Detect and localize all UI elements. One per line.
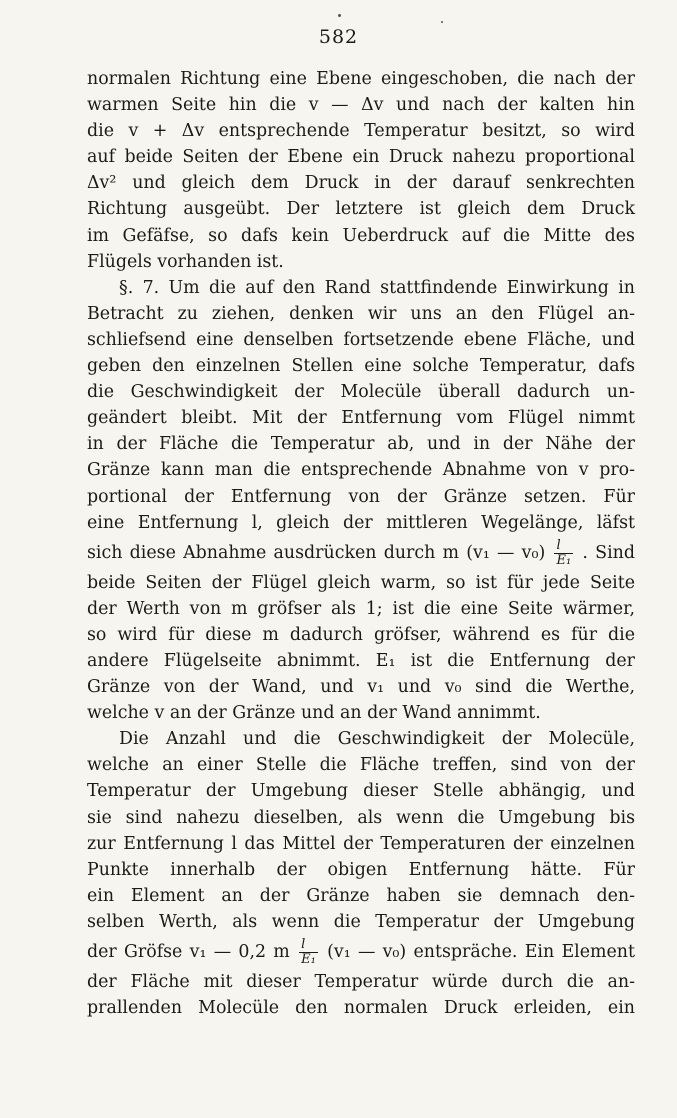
text-line: zur Entfernung l das Mittel der Temperaturen der einzelnen xyxy=(87,833,635,854)
text-line: eine Entfernung l, gleich der mittleren Wegelänge, läfst xyxy=(87,512,635,533)
fraction-numerator: l xyxy=(299,938,318,953)
text-line: in der Fläche die Temperatur ab, und in der Nähe der xyxy=(87,434,635,455)
text-line: im Gefäfse, so dafs kein Ueberdruck auf die Mitte des xyxy=(87,225,635,246)
fraction-denominator: E₁ xyxy=(556,552,572,568)
formula-text-after: (v₁ — v₀) entspräche. Ein Element xyxy=(327,942,635,962)
text-line: Punkte innerhalb der obigen Entfernung hätte. Für xyxy=(87,859,635,880)
text-line: der Fläche mit dieser Temperatur würde durch die an- xyxy=(87,972,635,992)
text-line: welche an einer Stelle die Fläche treffen, sind von der xyxy=(87,755,635,776)
text-line: Gränze von der Wand, und v₁ und v₀ sind die Werthe, xyxy=(87,677,635,698)
text-line: sie sind nahezu dieselben, als wenn die Umgebung bis xyxy=(87,807,635,828)
text-line: Flügels vorhanden ist. xyxy=(87,251,284,272)
text-line: schliefsend eine denselben fortsetzende ebene Fläche, und xyxy=(87,329,635,350)
text-line: geben den einzelnen Stellen eine solche Temperatur, dafs xyxy=(87,356,635,377)
formula-line xyxy=(87,536,635,570)
text-line: Richtung ausgeübt. Der letztere ist gleich dem Druck xyxy=(87,199,635,220)
text-line: prallenden Molecüle den normalen Druck erleiden, ein xyxy=(87,998,635,1019)
paragraph-start-line: Die Anzahl und die Geschwindigkeit der Molecüle, xyxy=(119,729,635,750)
print-speck xyxy=(441,21,443,23)
text-line: Gränze kann man die entsprechende Abnahme von v pro- xyxy=(87,460,635,481)
fraction xyxy=(554,539,573,568)
body-text xyxy=(87,66,635,1021)
text-line: welche v an der Gränze und an der Wand annimmt. xyxy=(87,703,541,724)
text-line: Temperatur der Umgebung dieser Stelle abhängig, und xyxy=(87,781,635,802)
formula-line xyxy=(87,935,635,969)
text-line: die v + Δv entsprechende Temperatur besitzt, so wird xyxy=(87,121,635,142)
text-line: geändert bleibt. Mit der Entfernung vom Flügel nimmt xyxy=(87,408,635,429)
page-number: 582 xyxy=(318,26,359,48)
text-line: ein Element an der Gränze haben sie demnach den- xyxy=(87,885,635,906)
fraction-numerator: l xyxy=(554,539,573,554)
paragraph-start-line: §. 7. Um die auf den Rand stattfindende Einwirkung in xyxy=(119,277,635,298)
print-speck xyxy=(338,14,341,17)
text-line: so wird für diese m dadurch gröfser, während es für die xyxy=(87,624,635,645)
text-line: selben Werth, als wenn die Temperatur der Umgebung xyxy=(87,911,635,932)
text-line: die Geschwindigkeit der Molecüle überall dadurch un- xyxy=(87,382,635,403)
formula-text-before: sich diese Abnahme ausdrücken durch m (v₁ — v₀) xyxy=(87,542,546,563)
text-line: der Werth von m gröfser als 1; ist die eine Seite wärmer, xyxy=(87,598,635,619)
text-line: warmen Seite hin die v — Δv und nach der kalten hin xyxy=(87,95,635,116)
formula-text-after: . Sind xyxy=(582,542,635,563)
fraction xyxy=(299,938,318,967)
text-line: portional der Entfernung von der Gränze setzen. Für xyxy=(87,486,635,507)
text-line: andere Flügelseite abnimmt. E₁ ist die Entfernung der xyxy=(87,650,635,671)
text-line: Betracht zu ziehen, denken wir uns an den Flügel an- xyxy=(87,303,635,324)
text-line: normalen Richtung eine Ebene eingeschoben, die nach der xyxy=(87,69,635,89)
fraction-denominator: E₁ xyxy=(301,952,316,967)
text-line: beide Seiten der Flügel gleich warm, so ist für jede Seite xyxy=(87,572,635,593)
text-line: auf beide Seiten der Ebene ein Druck nahezu proportional xyxy=(87,147,635,168)
text-line: Δv² und gleich dem Druck in der darauf senkrechten xyxy=(87,173,635,194)
formula-text-before: der Gröfse v₁ — 0,2 m xyxy=(87,942,290,962)
